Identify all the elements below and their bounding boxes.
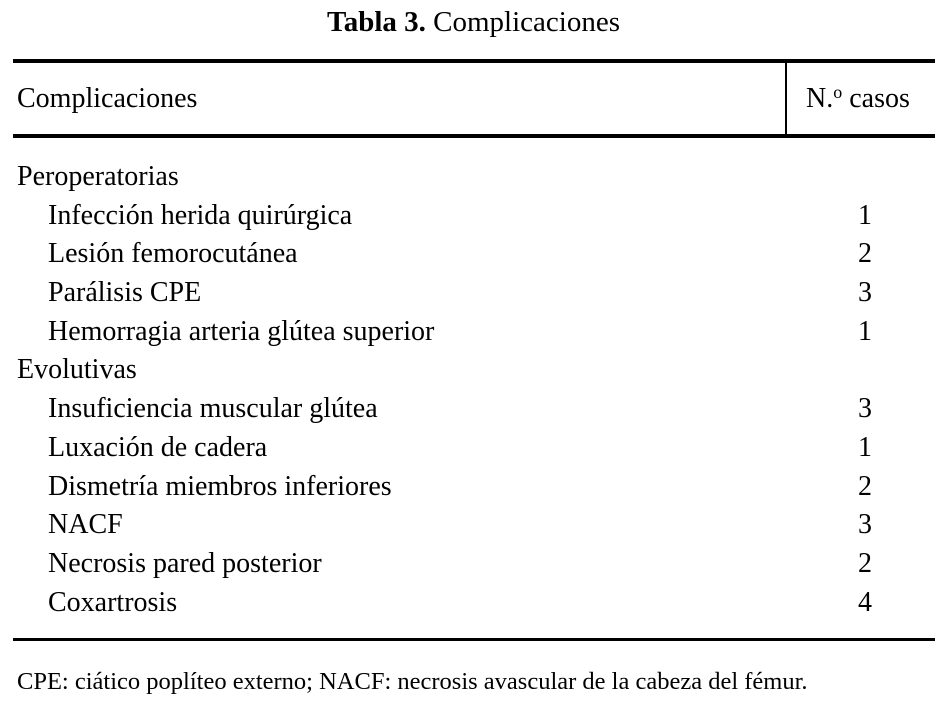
table-row [0, 545, 947, 584]
row-label: Peroperatorias [17, 161, 179, 192]
table-row-group [0, 158, 947, 197]
row-label: Coxartrosis [48, 586, 178, 618]
table-number: Tabla 3. [327, 6, 426, 38]
header-num-superscript: o [833, 82, 843, 102]
header-complicaciones: Complicaciones [17, 83, 198, 114]
row-value: 2 [858, 547, 872, 579]
row-value: 3 [858, 509, 872, 541]
row-label: Infección herida quirúrgica [48, 199, 353, 231]
table-row [0, 584, 947, 623]
table-body [0, 158, 947, 622]
header-num-suffix: casos [842, 83, 910, 114]
row-value: 2 [858, 238, 872, 270]
row-value: 1 [858, 199, 872, 231]
row-label: Parálisis CPE [48, 277, 202, 309]
row-label: Dismetría miembros inferiores [48, 470, 392, 502]
table-row [0, 235, 947, 274]
row-label: Hemorragia arteria glútea superior [48, 315, 435, 347]
top-rule [13, 59, 935, 63]
table-footnote: CPE: ciático poplíteo externo; NACF: necrosis avascular de la cabeza del fémur. [17, 668, 808, 695]
row-label: Lesión femorocutánea [48, 238, 298, 270]
table-row [0, 274, 947, 313]
row-value: 3 [858, 393, 872, 425]
table-caption: Complicaciones [425, 6, 620, 38]
table-row-group [0, 351, 947, 390]
row-label: Luxación de cadera [48, 431, 268, 463]
header-num-prefix: N. [806, 83, 834, 114]
row-value: 1 [858, 431, 872, 463]
header-num-casos [806, 81, 910, 117]
row-label: Evolutivas [17, 354, 137, 386]
bottom-rule [13, 638, 935, 641]
table-row [0, 506, 947, 545]
table-title [0, 4, 947, 40]
header-column-divider [785, 59, 787, 138]
table-row [0, 429, 947, 468]
table-row [0, 197, 947, 236]
table-row [0, 468, 947, 507]
row-label: Insuficiencia muscular glútea [48, 393, 378, 425]
row-label: NACF [48, 509, 123, 541]
table-row [0, 390, 947, 429]
table-row [0, 313, 947, 352]
header-rule [13, 134, 935, 138]
row-value: 4 [858, 586, 872, 618]
row-value: 2 [858, 470, 872, 502]
row-value: 1 [858, 315, 872, 347]
row-label: Necrosis pared posterior [48, 547, 322, 579]
row-value: 3 [858, 277, 872, 309]
